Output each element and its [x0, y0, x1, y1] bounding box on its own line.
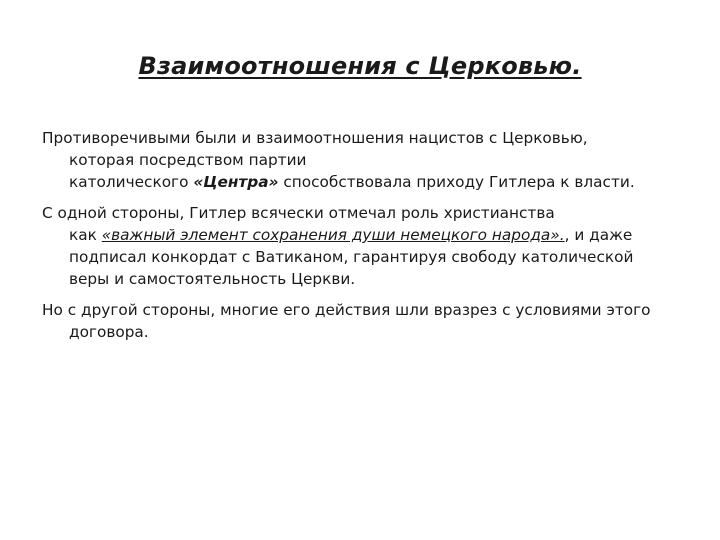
paragraph-2-line-2-end: , и даже	[564, 226, 633, 244]
paragraph-2-line-2-start: как	[69, 226, 102, 244]
paragraph-2-line-3: подписал конкордат с Ватиканом, гарантируя свободу католической	[69, 248, 634, 266]
paragraph-2-line-4: веры и самостоятельность Церкви.	[69, 270, 356, 288]
paragraph-1-line-3-start: католического	[69, 173, 194, 191]
paragraph-3-line-2: договора.	[69, 323, 149, 341]
paragraph-1	[42, 127, 692, 193]
paragraph-1-line-3-end: способствовала приходу Гитлера к власти.	[278, 173, 635, 191]
slide-title: Взаимоотношения с Церковью.	[138, 52, 582, 80]
paragraph-2-line-1: С одной стороны, Гитлер всячески отмечал роль христианства	[42, 204, 555, 222]
paragraph-3-line-1: Но с другой стороны, многие его действия шли вразрез с условиями этого	[42, 301, 651, 319]
paragraph-1-line-2: которая посредством партии	[69, 151, 307, 169]
paragraph-1-line-1: Противоречивыми были и взаимоотношения нацистов с Церковью,	[42, 129, 588, 147]
slide-body	[42, 127, 692, 352]
centre-party-emphasis: «Центра»	[193, 173, 279, 191]
quote-link[interactable]: «важный элемент сохранения души немецкого народа».	[101, 226, 565, 244]
paragraph-2	[42, 202, 692, 290]
paragraph-3	[42, 299, 692, 343]
